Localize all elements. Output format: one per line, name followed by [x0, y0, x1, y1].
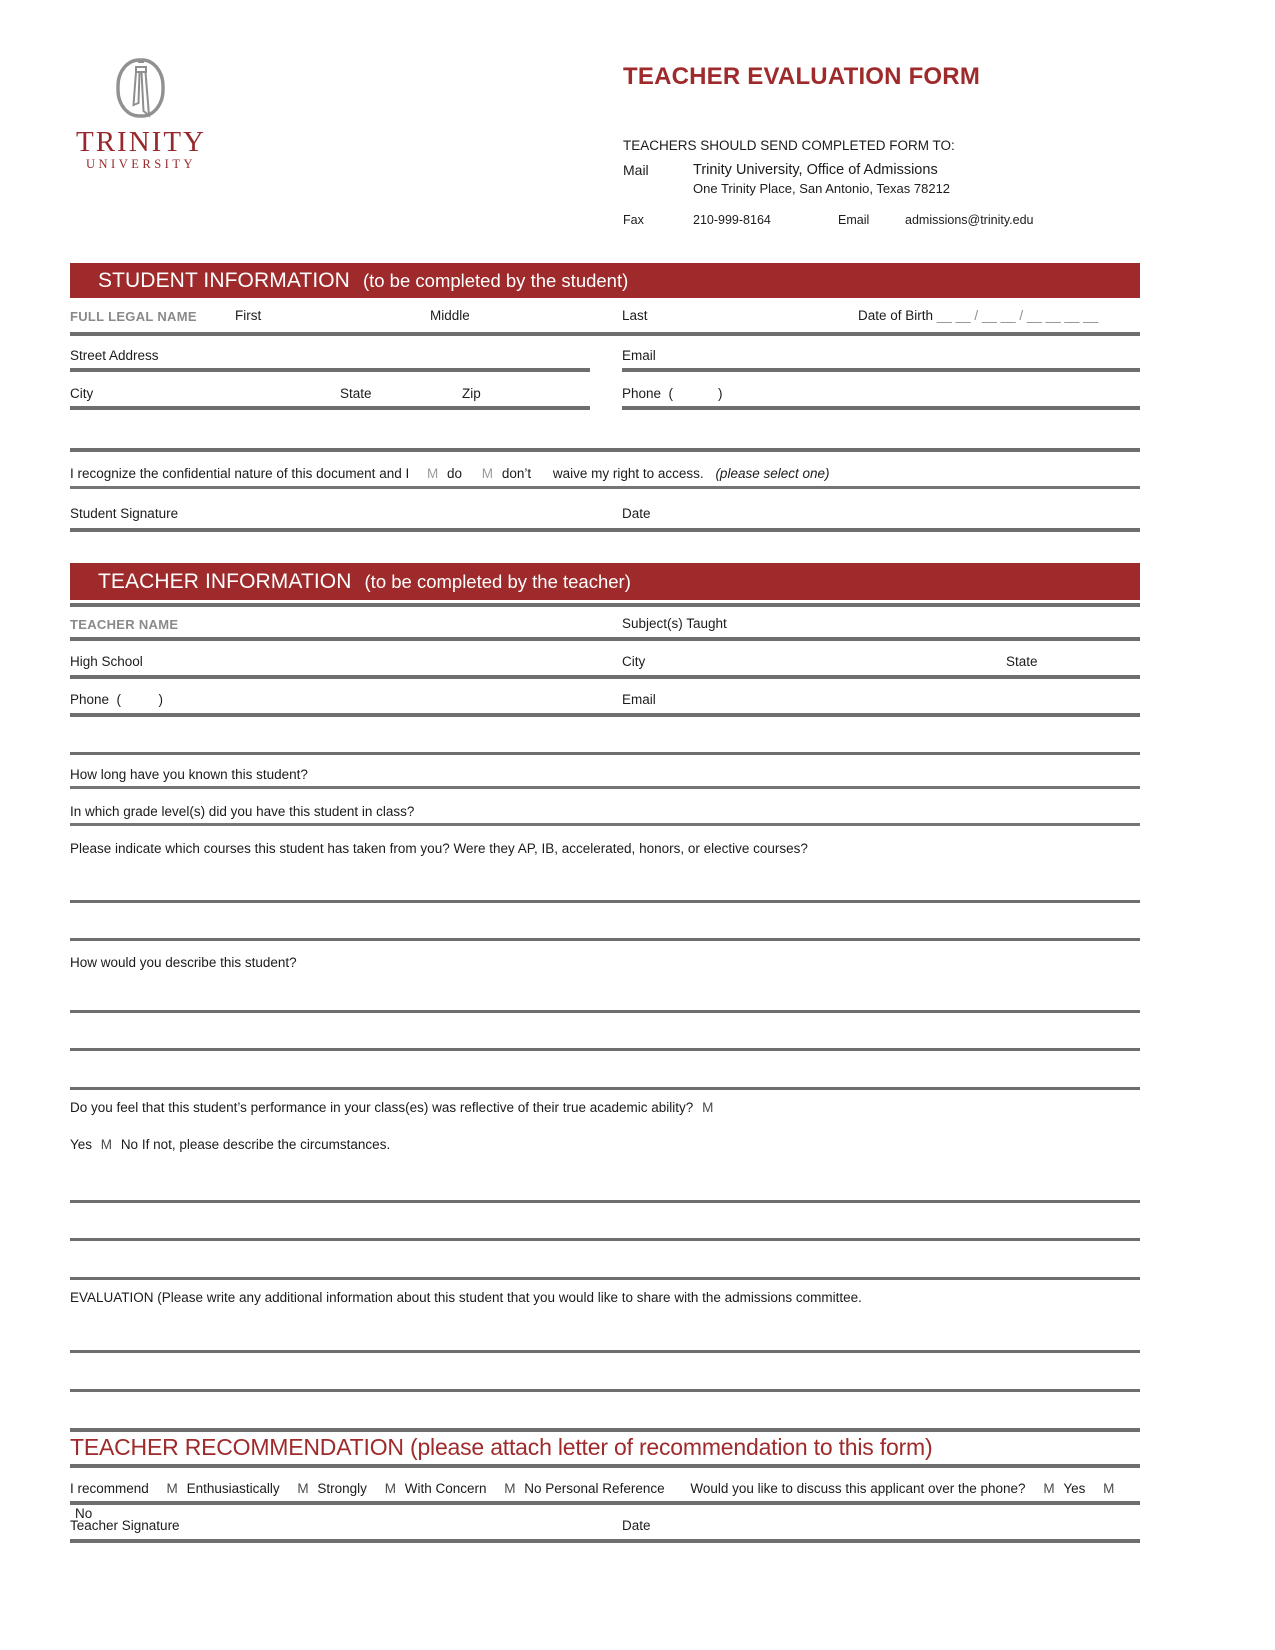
with-concern-label: With Concern: [404, 1481, 487, 1496]
question-describe: How would you describe this student?: [70, 955, 297, 970]
phone-no-label: No: [75, 1506, 93, 1521]
city-label: City: [70, 386, 94, 401]
teacher-phone-label: Phone ( ): [70, 692, 164, 707]
write-line[interactable]: [70, 1010, 1140, 1013]
confidential-waiver-row: [70, 462, 1140, 489]
question-grade-levels-row[interactable]: [70, 800, 1140, 826]
no-personal-reference-label: No Personal Reference: [524, 1481, 665, 1496]
strongly-label: Strongly: [317, 1481, 367, 1496]
high-school-label: High School: [70, 654, 143, 669]
write-line[interactable]: [70, 938, 1140, 941]
write-line[interactable]: [70, 752, 1140, 755]
student-banner-subtitle: (to be completed by the student): [362, 269, 629, 291]
teacher-state-label: State: [1006, 654, 1038, 669]
question-ability: Do you feel that this student’s performance in your class(es) was reflective of their true academic ability?: [70, 1100, 694, 1115]
question-how-long-row[interactable]: [70, 763, 1140, 789]
email-value: admissions@trinity.edu: [905, 213, 1034, 227]
address-email-row: [70, 344, 1140, 372]
high-school-row[interactable]: [70, 649, 1140, 679]
question-courses-row: [70, 838, 1140, 860]
waiver-text-post: waive my right to access.: [552, 466, 704, 481]
with-concern-checkbox[interactable]: M: [384, 1481, 396, 1496]
student-phone-field[interactable]: [622, 382, 1140, 410]
ability-yes-label: Yes: [70, 1137, 93, 1152]
divider: [70, 1464, 1140, 1468]
student-banner-title: STUDENT INFORMATION: [98, 268, 350, 292]
middle-name-label: Middle: [430, 308, 470, 323]
divider: [70, 603, 1140, 607]
mail-label: Mail: [623, 162, 649, 178]
phone-yes-checkbox[interactable]: M: [1043, 1481, 1055, 1496]
no-personal-reference-checkbox[interactable]: M: [504, 1481, 516, 1496]
city-state-zip-field[interactable]: [70, 382, 590, 410]
ability-no-checkbox[interactable]: M: [100, 1137, 113, 1152]
do-option-label: do: [447, 466, 463, 481]
i-recommend-label: I recommend: [70, 1481, 149, 1496]
enthusiastically-checkbox[interactable]: M: [166, 1481, 178, 1496]
recommendation-heading: TEACHER RECOMMENDATION (please attach letter of recommendation to this form): [70, 1434, 933, 1460]
state-label: State: [340, 386, 372, 401]
student-date-label: Date: [622, 506, 651, 521]
dob-blanks[interactable]: __ __ / __ __ / __ __ __ __: [936, 308, 1099, 323]
write-line[interactable]: [70, 1389, 1140, 1392]
divider: [70, 1428, 1140, 1432]
student-email-label: Email: [622, 348, 656, 363]
street-address-field[interactable]: [70, 344, 590, 372]
dont-option-label: don’t: [501, 466, 532, 481]
logo-word: TRINITY: [76, 126, 206, 158]
teacher-signature-label: Teacher Signature: [70, 1518, 180, 1533]
subjects-taught-label: Subject(s) Taught: [622, 616, 727, 631]
ability-rest-text: No If not, please describe the circumstances.: [120, 1137, 391, 1152]
fax-value: 210-999-8164: [693, 213, 771, 227]
phone-discussion-question: Would you like to discuss this applicant over the phone?: [690, 1481, 1026, 1496]
dob-label: Date of Birth: [858, 308, 934, 323]
mail-address: One Trinity Place, San Antonio, Texas 78212: [693, 181, 951, 196]
write-line[interactable]: [70, 1048, 1140, 1051]
question-describe-row: [70, 952, 1140, 974]
form-header: [623, 63, 1143, 227]
do-checkbox[interactable]: M: [426, 466, 439, 481]
write-line[interactable]: [70, 900, 1140, 903]
send-to-label: TEACHERS SHOULD SEND COMPLETED FORM TO:: [623, 138, 955, 153]
zip-label: Zip: [462, 386, 481, 401]
evaluation-note-row: [70, 1287, 1140, 1309]
teacher-banner-title: TEACHER INFORMATION: [98, 569, 352, 593]
teacher-name-label: TEACHER NAME: [70, 617, 179, 632]
student-signature-label: Student Signature: [70, 506, 179, 521]
write-line[interactable]: [70, 448, 1140, 452]
teacher-phone-email-row[interactable]: [70, 687, 1140, 717]
recommendation-options-row: [70, 1476, 1140, 1521]
trinity-university-logo: [75, 58, 207, 172]
question-ability-row: [70, 1097, 1140, 1119]
strongly-checkbox[interactable]: M: [297, 1481, 309, 1496]
question-how-long: How long have you known this student?: [70, 767, 308, 782]
mail-value: Trinity University, Office of Admissions: [693, 162, 938, 178]
dob-field[interactable]: [858, 308, 1098, 323]
teacher-banner-subtitle: (to be completed by the teacher): [364, 570, 631, 592]
evaluation-note: EVALUATION (Please write any additional information about this student that you would like to share with the admissions committee.: [70, 1290, 862, 1305]
page-title: TEACHER EVALUATION FORM: [623, 63, 981, 90]
logo-subword: UNIVERSITY: [86, 157, 196, 171]
question-courses: Please indicate which courses this student has taken from you? Were they AP, IB, accelerated, honors, or elective courses?: [70, 841, 808, 856]
recommendation-heading-row: [70, 1434, 1140, 1462]
student-email-field[interactable]: [622, 344, 1140, 372]
first-name-label: First: [235, 308, 262, 323]
student-section-banner: [70, 263, 1140, 298]
teacher-city-label: City: [622, 654, 646, 669]
city-state-zip-phone-row: [70, 382, 1140, 410]
write-line[interactable]: [70, 1200, 1140, 1203]
fax-email-row: [623, 213, 1143, 227]
write-line[interactable]: [70, 1350, 1140, 1353]
email-label: Email: [838, 213, 870, 227]
enthusiastically-label: Enthusiastically: [186, 1481, 280, 1496]
write-line[interactable]: [70, 1238, 1140, 1241]
teacher-section-banner: [70, 563, 1140, 600]
ability-checkbox[interactable]: M: [702, 1100, 714, 1115]
last-name-label: Last: [622, 308, 648, 323]
waiver-text-pre: I recognize the confidential nature of this document and I: [70, 466, 410, 481]
dont-checkbox[interactable]: M: [481, 466, 494, 481]
teacher-email-label: Email: [622, 692, 656, 707]
fax-label: Fax: [623, 213, 644, 227]
phone-no-checkbox[interactable]: M: [1103, 1481, 1115, 1496]
teacher-signature-row[interactable]: [70, 1512, 1140, 1543]
full-name-row: [70, 300, 1140, 336]
full-legal-name-label: FULL LEGAL NAME: [70, 309, 197, 324]
mail-row: [623, 162, 1143, 178]
question-grade-levels: In which grade level(s) did you have this student in class?: [70, 804, 415, 819]
tower-icon: [112, 107, 170, 124]
teacher-name-row[interactable]: [70, 611, 1140, 641]
select-one-note: (please select one): [715, 466, 830, 481]
ability-yes-no-row: [70, 1134, 1140, 1156]
write-line[interactable]: [70, 1277, 1140, 1280]
teacher-date-label: Date: [622, 1518, 651, 1533]
student-signature-row[interactable]: [70, 499, 1140, 532]
write-line[interactable]: [70, 1087, 1140, 1090]
street-address-label: Street Address: [70, 348, 159, 363]
student-phone-label: Phone ( ): [622, 386, 723, 401]
phone-yes-label: Yes: [1063, 1481, 1086, 1496]
